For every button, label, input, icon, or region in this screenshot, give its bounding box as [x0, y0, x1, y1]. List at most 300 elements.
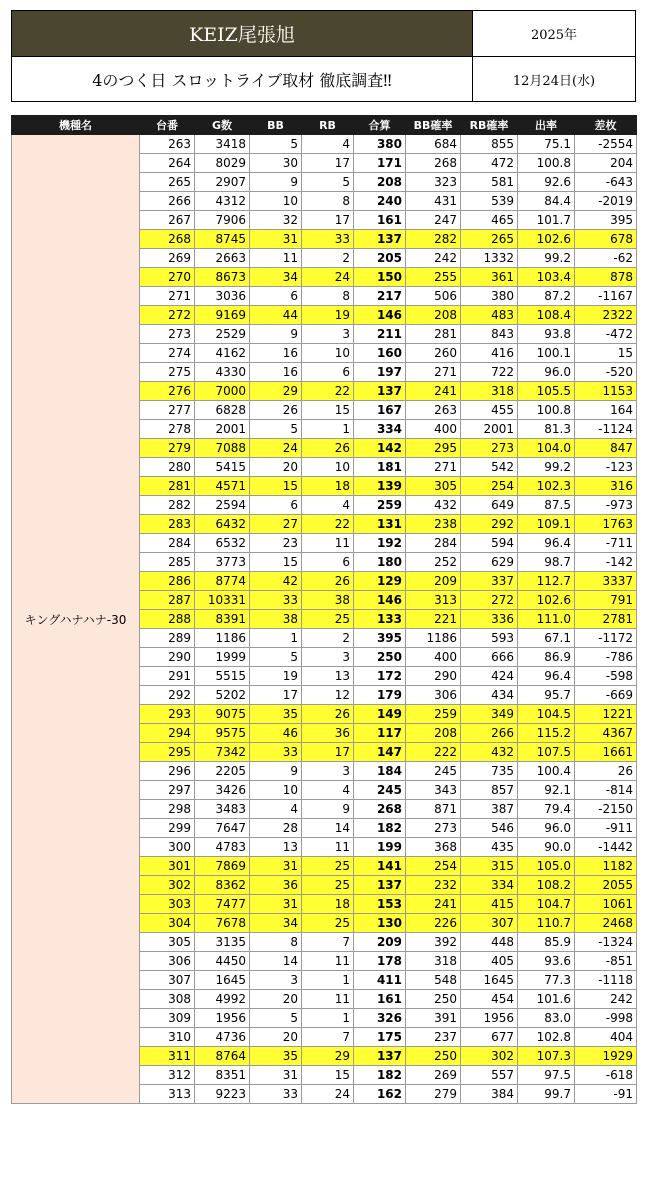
cell-bb: 33 [250, 1085, 302, 1104]
cell-rbp: 265 [461, 230, 518, 249]
cell-rb: 26 [302, 439, 354, 458]
cell-bb: 33 [250, 591, 302, 610]
cell-rate: 87.2 [518, 287, 575, 306]
cell-bbp: 318 [406, 952, 461, 971]
cell-diff: 847 [575, 439, 637, 458]
cell-g: 1645 [195, 971, 250, 990]
cell-bbp: 268 [406, 154, 461, 173]
cell-bb: 16 [250, 363, 302, 382]
col-header: G数 [195, 116, 250, 135]
cell-no: 289 [140, 629, 195, 648]
cell-bbp: 222 [406, 743, 461, 762]
cell-total: 334 [354, 420, 406, 439]
cell-rbp: 542 [461, 458, 518, 477]
cell-no: 307 [140, 971, 195, 990]
cell-no: 306 [140, 952, 195, 971]
cell-rbp: 1332 [461, 249, 518, 268]
cell-g: 6432 [195, 515, 250, 534]
cell-bb: 15 [250, 477, 302, 496]
cell-bb: 15 [250, 553, 302, 572]
cell-bbp: 209 [406, 572, 461, 591]
cell-rb: 1 [302, 1009, 354, 1028]
cell-rate: 86.9 [518, 648, 575, 667]
cell-bbp: 284 [406, 534, 461, 553]
cell-bbp: 400 [406, 420, 461, 439]
cell-no: 263 [140, 135, 195, 154]
cell-total: 146 [354, 306, 406, 325]
cell-bb: 13 [250, 838, 302, 857]
cell-total: 268 [354, 800, 406, 819]
cell-total: 179 [354, 686, 406, 705]
cell-bbp: 290 [406, 667, 461, 686]
cell-rbp: 843 [461, 325, 518, 344]
cell-total: 178 [354, 952, 406, 971]
cell-rate: 93.6 [518, 952, 575, 971]
cell-g: 2205 [195, 762, 250, 781]
cell-g: 2529 [195, 325, 250, 344]
cell-diff: -1167 [575, 287, 637, 306]
cell-bbp: 271 [406, 458, 461, 477]
cell-rb: 4 [302, 781, 354, 800]
cell-no: 302 [140, 876, 195, 895]
cell-diff: 204 [575, 154, 637, 173]
cell-diff: 678 [575, 230, 637, 249]
cell-bb: 27 [250, 515, 302, 534]
cell-no: 282 [140, 496, 195, 515]
cell-no: 298 [140, 800, 195, 819]
cell-rb: 6 [302, 553, 354, 572]
cell-bb: 32 [250, 211, 302, 230]
cell-rbp: 349 [461, 705, 518, 724]
cell-diff: 164 [575, 401, 637, 420]
cell-rb: 19 [302, 306, 354, 325]
cell-no: 285 [140, 553, 195, 572]
cell-total: 240 [354, 192, 406, 211]
cell-g: 7477 [195, 895, 250, 914]
cell-diff: -851 [575, 952, 637, 971]
cell-g: 4450 [195, 952, 250, 971]
cell-no: 278 [140, 420, 195, 439]
cell-total: 160 [354, 344, 406, 363]
cell-bbp: 208 [406, 724, 461, 743]
cell-no: 265 [140, 173, 195, 192]
cell-bb: 10 [250, 781, 302, 800]
cell-rb: 8 [302, 192, 354, 211]
cell-rbp: 546 [461, 819, 518, 838]
cell-bbp: 281 [406, 325, 461, 344]
cell-total: 137 [354, 1047, 406, 1066]
cell-bbp: 295 [406, 439, 461, 458]
cell-no: 292 [140, 686, 195, 705]
cell-diff: -998 [575, 1009, 637, 1028]
cell-diff: -911 [575, 819, 637, 838]
cell-rbp: 361 [461, 268, 518, 287]
cell-total: 130 [354, 914, 406, 933]
cell-rbp: 722 [461, 363, 518, 382]
cell-diff: -1324 [575, 933, 637, 952]
cell-bb: 9 [250, 762, 302, 781]
cell-rb: 24 [302, 1085, 354, 1104]
cell-rb: 11 [302, 838, 354, 857]
cell-no: 284 [140, 534, 195, 553]
cell-total: 139 [354, 477, 406, 496]
col-header: RB確率 [461, 116, 518, 135]
cell-diff: -2554 [575, 135, 637, 154]
cell-bbp: 260 [406, 344, 461, 363]
cell-rbp: 415 [461, 895, 518, 914]
cell-total: 117 [354, 724, 406, 743]
cell-diff: 395 [575, 211, 637, 230]
cell-bbp: 1186 [406, 629, 461, 648]
cell-bbp: 306 [406, 686, 461, 705]
cell-g: 8745 [195, 230, 250, 249]
cell-rate: 105.0 [518, 857, 575, 876]
cell-rate: 81.3 [518, 420, 575, 439]
cell-rb: 7 [302, 933, 354, 952]
cell-rbp: 735 [461, 762, 518, 781]
cell-bb: 8 [250, 933, 302, 952]
cell-bbp: 263 [406, 401, 461, 420]
cell-total: 209 [354, 933, 406, 952]
cell-rb: 11 [302, 990, 354, 1009]
cell-rate: 100.4 [518, 762, 575, 781]
cell-rate: 108.2 [518, 876, 575, 895]
cell-bb: 4 [250, 800, 302, 819]
cell-bbp: 871 [406, 800, 461, 819]
cell-bb: 10 [250, 192, 302, 211]
cell-rbp: 307 [461, 914, 518, 933]
cell-rbp: 266 [461, 724, 518, 743]
cell-rb: 1 [302, 971, 354, 990]
cell-diff: 2468 [575, 914, 637, 933]
cell-diff: -1442 [575, 838, 637, 857]
cell-diff: -1124 [575, 420, 637, 439]
cell-rate: 100.8 [518, 154, 575, 173]
cell-rate: 96.0 [518, 819, 575, 838]
cell-bb: 14 [250, 952, 302, 971]
cell-rbp: 581 [461, 173, 518, 192]
cell-rate: 67.1 [518, 629, 575, 648]
cell-diff: -520 [575, 363, 637, 382]
cell-bb: 31 [250, 1066, 302, 1085]
cell-diff: -142 [575, 553, 637, 572]
cell-diff: 1182 [575, 857, 637, 876]
cell-no: 305 [140, 933, 195, 952]
cell-rate: 100.8 [518, 401, 575, 420]
cell-diff: -62 [575, 249, 637, 268]
cell-rate: 93.8 [518, 325, 575, 344]
cell-rate: 100.1 [518, 344, 575, 363]
cell-rb: 17 [302, 211, 354, 230]
cell-rate: 104.0 [518, 439, 575, 458]
cell-bbp: 343 [406, 781, 461, 800]
col-header: 差枚 [575, 116, 637, 135]
cell-no: 272 [140, 306, 195, 325]
table-body [12, 135, 637, 1104]
cell-bbp: 313 [406, 591, 461, 610]
cell-rb: 18 [302, 477, 354, 496]
cell-rb: 15 [302, 401, 354, 420]
cell-rbp: 432 [461, 743, 518, 762]
cell-rbp: 334 [461, 876, 518, 895]
cell-g: 7906 [195, 211, 250, 230]
cell-rb: 22 [302, 515, 354, 534]
cell-g: 7647 [195, 819, 250, 838]
cell-g: 2663 [195, 249, 250, 268]
cell-rate: 105.5 [518, 382, 575, 401]
table-header-row [12, 116, 637, 135]
cell-diff: 26 [575, 762, 637, 781]
cell-rate: 77.3 [518, 971, 575, 990]
cell-rb: 3 [302, 325, 354, 344]
cell-rate: 83.0 [518, 1009, 575, 1028]
cell-g: 7088 [195, 439, 250, 458]
cell-g: 4736 [195, 1028, 250, 1047]
cell-no: 281 [140, 477, 195, 496]
cell-no: 270 [140, 268, 195, 287]
cell-rbp: 302 [461, 1047, 518, 1066]
cell-rate: 102.3 [518, 477, 575, 496]
cell-diff: -814 [575, 781, 637, 800]
cell-rate: 99.2 [518, 249, 575, 268]
cell-g: 8774 [195, 572, 250, 591]
cell-bb: 30 [250, 154, 302, 173]
cell-g: 3483 [195, 800, 250, 819]
cell-diff: 4367 [575, 724, 637, 743]
cell-total: 411 [354, 971, 406, 990]
cell-total: 171 [354, 154, 406, 173]
cell-rbp: 1645 [461, 971, 518, 990]
cell-rbp: 448 [461, 933, 518, 952]
cell-total: 133 [354, 610, 406, 629]
cell-rate: 75.1 [518, 135, 575, 154]
cell-rbp: 380 [461, 287, 518, 306]
cell-diff: -618 [575, 1066, 637, 1085]
cell-no: 279 [140, 439, 195, 458]
cell-rate: 112.7 [518, 572, 575, 591]
cell-diff: 3337 [575, 572, 637, 591]
cell-rbp: 629 [461, 553, 518, 572]
cell-total: 192 [354, 534, 406, 553]
cell-rb: 3 [302, 762, 354, 781]
cell-rb: 2 [302, 629, 354, 648]
cell-g: 6532 [195, 534, 250, 553]
cell-total: 161 [354, 211, 406, 230]
cell-no: 297 [140, 781, 195, 800]
cell-rb: 3 [302, 648, 354, 667]
cell-bbp: 282 [406, 230, 461, 249]
cell-no: 313 [140, 1085, 195, 1104]
cell-total: 150 [354, 268, 406, 287]
cell-bbp: 250 [406, 990, 461, 1009]
cell-no: 277 [140, 401, 195, 420]
col-header: 台番 [140, 116, 195, 135]
cell-g: 3426 [195, 781, 250, 800]
cell-diff: -973 [575, 496, 637, 515]
cell-no: 286 [140, 572, 195, 591]
cell-rbp: 677 [461, 1028, 518, 1047]
cell-rb: 10 [302, 344, 354, 363]
cell-bb: 20 [250, 990, 302, 1009]
cell-diff: 1061 [575, 895, 637, 914]
cell-bbp: 269 [406, 1066, 461, 1085]
cell-no: 274 [140, 344, 195, 363]
cell-bb: 44 [250, 306, 302, 325]
cell-rbp: 435 [461, 838, 518, 857]
cell-total: 146 [354, 591, 406, 610]
cell-no: 280 [140, 458, 195, 477]
cell-rb: 6 [302, 363, 354, 382]
cell-total: 149 [354, 705, 406, 724]
cell-rate: 90.0 [518, 838, 575, 857]
cell-g: 5515 [195, 667, 250, 686]
cell-no: 267 [140, 211, 195, 230]
report-year: 2025年 [473, 11, 635, 57]
cell-rate: 96.0 [518, 363, 575, 382]
cell-rb: 15 [302, 1066, 354, 1085]
table-row [12, 135, 637, 154]
event-subtitle: 4のつく日 スロットライブ取材 徹底調査‼ [12, 57, 473, 101]
cell-bbp: 432 [406, 496, 461, 515]
cell-total: 147 [354, 743, 406, 762]
cell-bbp: 431 [406, 192, 461, 211]
cell-bbp: 241 [406, 895, 461, 914]
cell-rb: 4 [302, 135, 354, 154]
cell-rb: 26 [302, 705, 354, 724]
cell-rate: 104.7 [518, 895, 575, 914]
cell-rate: 102.6 [518, 230, 575, 249]
cell-diff: -123 [575, 458, 637, 477]
cell-rb: 38 [302, 591, 354, 610]
cell-rbp: 387 [461, 800, 518, 819]
cell-bb: 38 [250, 610, 302, 629]
cell-bbp: 368 [406, 838, 461, 857]
cell-no: 264 [140, 154, 195, 173]
cell-rate: 98.7 [518, 553, 575, 572]
cell-diff: -669 [575, 686, 637, 705]
cell-bb: 26 [250, 401, 302, 420]
cell-total: 131 [354, 515, 406, 534]
cell-bbp: 506 [406, 287, 461, 306]
cell-no: 273 [140, 325, 195, 344]
cell-g: 3135 [195, 933, 250, 952]
cell-no: 266 [140, 192, 195, 211]
cell-rate: 104.5 [518, 705, 575, 724]
cell-rbp: 315 [461, 857, 518, 876]
cell-g: 8391 [195, 610, 250, 629]
cell-rb: 29 [302, 1047, 354, 1066]
cell-bbp: 271 [406, 363, 461, 382]
cell-no: 295 [140, 743, 195, 762]
cell-rate: 99.2 [518, 458, 575, 477]
col-header: 出率 [518, 116, 575, 135]
cell-total: 197 [354, 363, 406, 382]
cell-g: 9575 [195, 724, 250, 743]
cell-no: 283 [140, 515, 195, 534]
cell-no: 299 [140, 819, 195, 838]
cell-diff: 1661 [575, 743, 637, 762]
cell-no: 271 [140, 287, 195, 306]
cell-bb: 46 [250, 724, 302, 743]
cell-diff: -786 [575, 648, 637, 667]
cell-no: 301 [140, 857, 195, 876]
col-header: 合算 [354, 116, 406, 135]
cell-diff: -643 [575, 173, 637, 192]
cell-rate: 92.6 [518, 173, 575, 192]
cell-rbp: 292 [461, 515, 518, 534]
cell-no: 309 [140, 1009, 195, 1028]
cell-rate: 108.4 [518, 306, 575, 325]
cell-total: 205 [354, 249, 406, 268]
cell-rb: 22 [302, 382, 354, 401]
cell-total: 182 [354, 819, 406, 838]
cell-rbp: 649 [461, 496, 518, 515]
cell-total: 175 [354, 1028, 406, 1047]
cell-bb: 36 [250, 876, 302, 895]
cell-rate: 115.2 [518, 724, 575, 743]
cell-diff: 316 [575, 477, 637, 496]
cell-total: 250 [354, 648, 406, 667]
cell-rb: 13 [302, 667, 354, 686]
report-date: 12月24日(水) [512, 73, 596, 89]
cell-g: 1956 [195, 1009, 250, 1028]
cell-rate: 110.7 [518, 914, 575, 933]
cell-total: 141 [354, 857, 406, 876]
cell-bbp: 548 [406, 971, 461, 990]
cell-g: 2907 [195, 173, 250, 192]
cell-total: 259 [354, 496, 406, 515]
cell-rb: 33 [302, 230, 354, 249]
cell-rate: 99.7 [518, 1085, 575, 1104]
cell-no: 287 [140, 591, 195, 610]
cell-diff: 1929 [575, 1047, 637, 1066]
cell-bb: 23 [250, 534, 302, 553]
cell-g: 9075 [195, 705, 250, 724]
cell-rbp: 434 [461, 686, 518, 705]
cell-total: 137 [354, 230, 406, 249]
cell-no: 311 [140, 1047, 195, 1066]
cell-total: 217 [354, 287, 406, 306]
cell-rb: 26 [302, 572, 354, 591]
cell-g: 8029 [195, 154, 250, 173]
cell-rb: 24 [302, 268, 354, 287]
cell-rate: 109.1 [518, 515, 575, 534]
cell-rb: 8 [302, 287, 354, 306]
cell-rbp: 272 [461, 591, 518, 610]
cell-rbp: 384 [461, 1085, 518, 1104]
cell-rb: 4 [302, 496, 354, 515]
cell-diff: 15 [575, 344, 637, 363]
cell-bbp: 273 [406, 819, 461, 838]
cell-diff: -1172 [575, 629, 637, 648]
cell-rbp: 273 [461, 439, 518, 458]
cell-rate: 101.7 [518, 211, 575, 230]
cell-total: 172 [354, 667, 406, 686]
cell-g: 4330 [195, 363, 250, 382]
report-header [11, 10, 636, 102]
cell-rb: 2 [302, 249, 354, 268]
cell-diff: 1221 [575, 705, 637, 724]
cell-bb: 5 [250, 135, 302, 154]
cell-bbp: 232 [406, 876, 461, 895]
cell-bbp: 242 [406, 249, 461, 268]
cell-rb: 25 [302, 876, 354, 895]
cell-rb: 5 [302, 173, 354, 192]
cell-no: 293 [140, 705, 195, 724]
cell-bb: 5 [250, 648, 302, 667]
cell-rb: 14 [302, 819, 354, 838]
cell-diff: 791 [575, 591, 637, 610]
